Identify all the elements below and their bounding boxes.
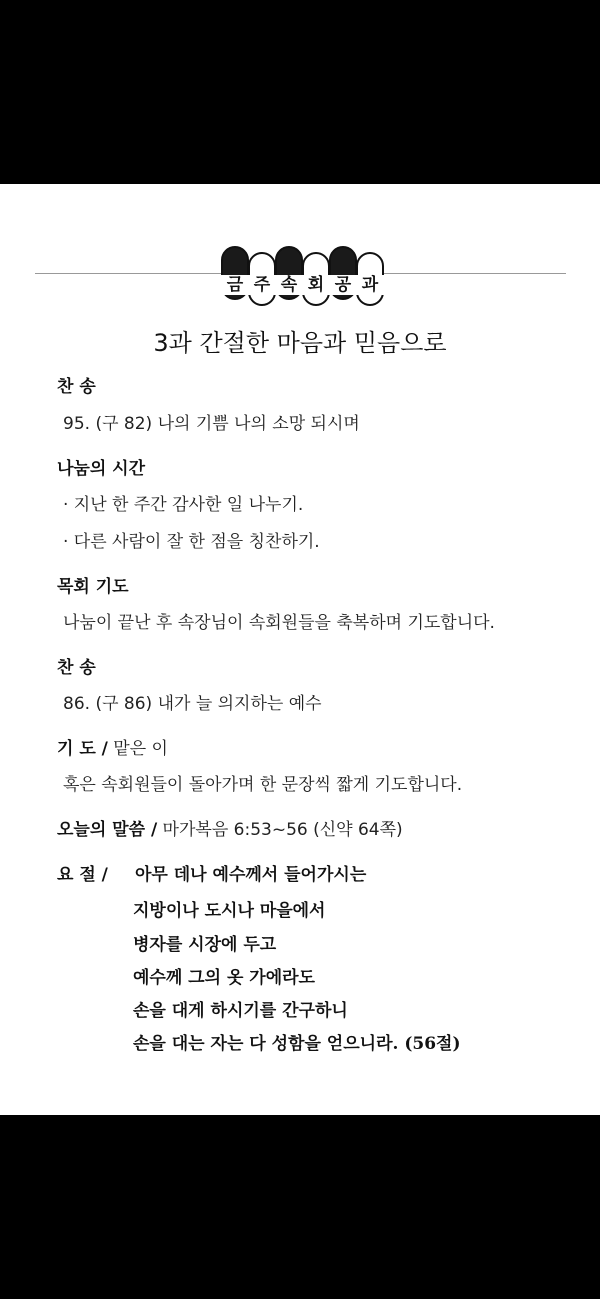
header-rule-left	[35, 273, 225, 274]
lesson-page	[0, 184, 600, 1115]
header-rule-right	[380, 273, 566, 274]
hymn-heading: 찬 송	[57, 377, 96, 397]
verse-line: 병자를 시장에 두고	[133, 935, 277, 955]
header-char: 과	[355, 275, 385, 295]
pastor-prayer-heading: 목회 기도	[57, 577, 129, 597]
header-char: 공	[328, 275, 358, 295]
hymn-heading: 찬 송	[57, 658, 96, 678]
word-heading-label: 오늘의 말씀 /	[57, 820, 158, 840]
hymn-text: 86. (구 86) 내가 늘 의지하는 예수	[63, 694, 322, 714]
verse-line: 손을 대는 자는 다 성함을 얻으니라. (56절)	[133, 1034, 461, 1054]
prayer-text: 혹은 속회원들이 돌아가며 한 문장씩 짧게 기도합니다.	[63, 775, 463, 795]
header-char: 회	[301, 275, 331, 295]
sharing-item: · 지난 한 주간 감사한 일 나누기.	[63, 495, 304, 515]
prayer-heading	[57, 734, 168, 759]
prayer-heading-label: 기 도 /	[57, 739, 108, 759]
scripture-reference: 마가복음 6:53~56 (신약 64쪽)	[157, 820, 403, 840]
verse-line: 지방이나 도시나 마을에서	[133, 901, 326, 921]
verse-line: 손을 대게 하시기를 간구하니	[133, 1001, 348, 1021]
verse-heading: 요 절 /	[57, 865, 108, 885]
header-char: 속	[274, 275, 304, 295]
verse-line: 예수께 그의 옷 가에라도	[133, 968, 315, 988]
prayer-leader-note: 맡은 이	[107, 739, 168, 759]
word-heading	[57, 815, 403, 840]
header-char: 금	[220, 275, 250, 295]
lesson-title: 3과 간절한 마음과 믿음으로	[153, 329, 447, 357]
verse-line: 아무 데나 예수께서 들어가시는	[135, 865, 367, 885]
sharing-item: · 다른 사람이 잘 한 점을 칭찬하기.	[63, 532, 320, 552]
hymn-text: 95. (구 82) 나의 기쁨 나의 소망 되시며	[63, 414, 360, 434]
header-char: 주	[247, 275, 277, 295]
sharing-heading: 나눔의 시간	[57, 459, 146, 479]
pastor-prayer-text: 나눔이 끝난 후 속장님이 속회원들을 축복하며 기도합니다.	[63, 613, 495, 633]
